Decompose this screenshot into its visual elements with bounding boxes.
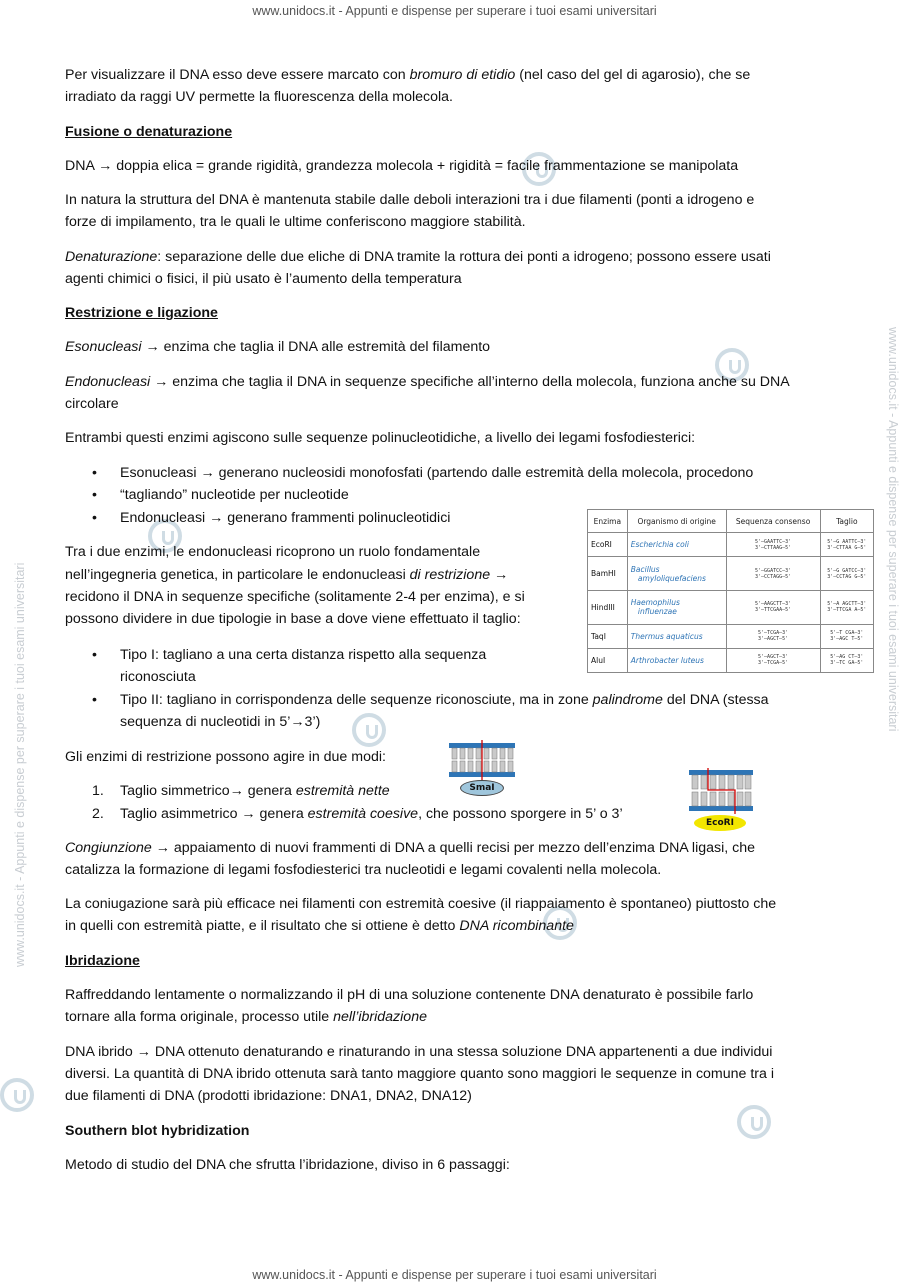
watermark-logo-icon [0, 1078, 34, 1112]
enzyme-organism: Escherichia coli [627, 533, 726, 557]
paragraph-tra-l2: nell’ingegneria genetica, in particolare le endonucleasi di restrizione → [65, 567, 509, 583]
paragraph-raffreddando-l2: tornare alla forma originale, processo utile nell’ibridazione [65, 1009, 427, 1025]
enzyme-sequence: 5'—TCGA—3' 3'—AGCT—5' [726, 624, 820, 648]
paragraph-denaturazione-l1: Denaturazione: separazione delle due eliche di DNA tramite la rottura dei ponti a idrogeno; possono essere usati [65, 249, 771, 265]
paragraph-denaturazione-l2: agenti chimici o fisici, il più usato è l’aumento della temperatura [65, 271, 462, 287]
paragraph-modi: Gli enzimi di restrizione possono agire in due modi: [65, 749, 386, 765]
bullet-esonucleasi-l2: • “tagliando” nucleotide per nucleotide [120, 484, 840, 506]
watermark-logo-icon [737, 1105, 771, 1139]
enzyme-cut: 5'—A AGCTT—3' 3'—TTCGA A—5' [820, 590, 873, 624]
paragraph-coniugazione-l1: La coniugazione sarà più efficace nei filamenti con estremità coesive (il riappaiamento è spontaneo) piuttosto che [65, 896, 777, 912]
intro-line-1: Per visualizzare il DNA esso deve essere marcato con bromuro di etidio (nel caso del gel di agarosio), che se [65, 67, 751, 83]
paragraph-congiunzione-l1: Congiunzione → appaiamento di nuovi frammenti di DNA a quelli recisi per mezzo dell’enzima DNA ligasi, che [65, 840, 756, 856]
heading-fusione: Fusione o denaturazione [65, 124, 233, 140]
heading-southern-blot: Southern blot hybridization [65, 1123, 250, 1139]
enzyme-organism: Haemophilus influenzae [627, 590, 726, 624]
bullet-tipo-ii-l1: • Tipo II: tagliano in corrispondenza delle sequenze riconosciute, ma in zone palindrome del DNA (stessa [120, 689, 840, 711]
paragraph-natura-l1: In natura la struttura del DNA è mantenuta stabile dalle deboli interazioni tra i due filamenti (ponti a idrogeno e [65, 192, 755, 208]
enzyme-name: TaqI [588, 624, 628, 648]
paragraph-dna-ibrido-l2: diversi. La quantità di DNA ibrido ottenuta sarà tanto maggiore quanto sono maggiori le sequenze in comune tra i [65, 1066, 775, 1082]
paragraph-dna-elica: DNA → doppia elica = grande rigidità, grandezza molecola + rigidità = facile frammentazione se manipolata [65, 158, 739, 174]
enzyme-name: AluI [588, 648, 628, 672]
enzyme-organism: Arthrobacter luteus [627, 648, 726, 672]
bullet-tipo-i-l1: • Tipo I: tagliano a una certa distanza rispetto alla sequenza [120, 644, 580, 666]
paragraph-tra-l3: recidono il DNA in sequenze specifiche (solitamente 2-4 per enzima), e si [65, 589, 525, 605]
paragraph-coniugazione-l2: in quelli con estremità piatte, e il risultato che si ottiene è detto DNA ricombinante [65, 918, 574, 934]
page-footer: www.unidocs.it - Appunti e dispense per superare i tuoi esami universitari [252, 1268, 657, 1282]
right-side-watermark: www.unidocs.it - Appunti e dispense per superare i tuoi esami universitari [886, 327, 900, 732]
heading-ibridazione: Ibridazione [65, 953, 140, 969]
enzyme-sequence: 5'—GGATCC—3' 3'—CCTAGG—5' [726, 557, 820, 591]
enzyme-sequence: 5'—GAATTC—3' 3'—CTTAAG—5' [726, 533, 820, 557]
dna-duplex-icon [688, 768, 754, 814]
dna-duplex-icon [448, 740, 516, 780]
paragraph-congiunzione-l2: catalizza la formazione di legami fosfodiesterici tra nucleotidi e legami covalenti nella molecola. [65, 862, 662, 878]
paragraph-entrambi: Entrambi questi enzimi agiscono sulle sequenze polinucleotidiche, a livello dei legami fosfodiesterici: [65, 430, 696, 446]
enzyme-organism: Bacillus amyloliquefaciens [627, 557, 726, 591]
paragraph-dna-ibrido-l1: DNA ibrido → DNA ottenuto denaturando e rinaturando in una stessa soluzione DNA appartenenti a due individui [65, 1044, 773, 1060]
paragraph-tra-l4: possono dividere in due tipologie in base a dove viene effettuato il taglio: [65, 611, 521, 627]
list-item-simmetrico: 1. Taglio simmetrico→ genera estremità nette [92, 783, 390, 799]
enzyme-name: EcoRI [588, 533, 628, 557]
table-header: Organismo di origine [627, 510, 726, 533]
bullet-endonucleasi: • Endonucleasi → generano frammenti polinucleotidici [120, 507, 840, 529]
table-row [588, 557, 874, 591]
paragraph-endonucleasi-l1: Endonucleasi → enzima che taglia il DNA in sequenze specifiche all’interno della molecola, funziona anche su DNA [65, 374, 790, 390]
table-header: Enzima [588, 510, 628, 533]
table-row [588, 590, 874, 624]
paragraph-esonucleasi: Esonucleasi → enzima che taglia il DNA alle estremità del filamento [65, 339, 491, 355]
paragraph-natura-l2: forze di impilamento, tra le quali le ultime conferiscono maggiore stabilità. [65, 214, 526, 230]
enzyme-name: BamHI [588, 557, 628, 591]
list-item-asimmetrico: 2. Taglio asimmetrico → genera estremità coesive, che possono sporgere in 5’ o 3’ [92, 806, 623, 822]
paragraph-tra-l1: Tra i due enzimi, le endonucleasi ricoprono un ruolo fondamentale [65, 544, 481, 560]
table-row [588, 648, 874, 672]
table-header: Sequenza consenso [726, 510, 820, 533]
smai-label: SmaI [460, 780, 504, 796]
enzyme-cut: 5'—G GATCC—3' 3'—CCTAG G—5' [820, 557, 873, 591]
ecori-label: EcoRI [694, 815, 746, 831]
enzyme-organism: Thermus aquaticus [627, 624, 726, 648]
ecori-sticky-cut-figure [688, 768, 754, 832]
bullet-tipo-ii-l2: sequenza di nucleotidi in 5’→3’) [120, 714, 321, 730]
enzyme-cut: 5'—G AATTC—3' 3'—CTTAA G—5' [820, 533, 873, 557]
paragraph-raffreddando-l1: Raffreddando lentamente o normalizzando il pH di una soluzione contenente DNA denaturato è possibile farlo [65, 987, 754, 1003]
enzyme-name: HindIII [588, 590, 628, 624]
paragraph-southern-blot: Metodo di studio del DNA che sfrutta l’ibridazione, diviso in 6 passaggi: [65, 1157, 510, 1173]
smai-blunt-cut-figure [448, 740, 516, 796]
enzyme-cut: 5'—AG CT—3' 3'—TC GA—5' [820, 648, 873, 672]
enzyme-cut: 5'—T CGA—3' 3'—AGC T—5' [820, 624, 873, 648]
left-side-watermark: www.unidocs.it - Appunti e dispense per superare i tuoi esami universitari [13, 562, 27, 967]
bullet-tipo-i-l2: riconosciuta [120, 669, 196, 685]
heading-restrizione: Restrizione e ligazione [65, 305, 218, 321]
bullet-esonucleasi-l1: • Esonucleasi → generano nucleosidi monofosfati (partendo dalle estremità della molecola, procedono [120, 462, 840, 484]
table-row [588, 624, 874, 648]
table-header: Taglio [820, 510, 873, 533]
table-row [588, 533, 874, 557]
paragraph-dna-ibrido-l3: due filamenti di DNA (prodotti ibridazione: DNA1, DNA2, DNA12) [65, 1088, 472, 1104]
paragraph-endonucleasi-l2: circolare [65, 396, 119, 412]
page-header: www.unidocs.it - Appunti e dispense per superare i tuoi esami universitari [252, 4, 657, 18]
intro-line-2: irradiato da raggi UV permette la fluorescenza della molecola. [65, 89, 453, 105]
enzyme-sequence: 5'—AAGCTT—3' 3'—TTCGAA—5' [726, 590, 820, 624]
restriction-enzyme-table [587, 509, 874, 673]
enzyme-sequence: 5'—AGCT—3' 3'—TCGA—5' [726, 648, 820, 672]
